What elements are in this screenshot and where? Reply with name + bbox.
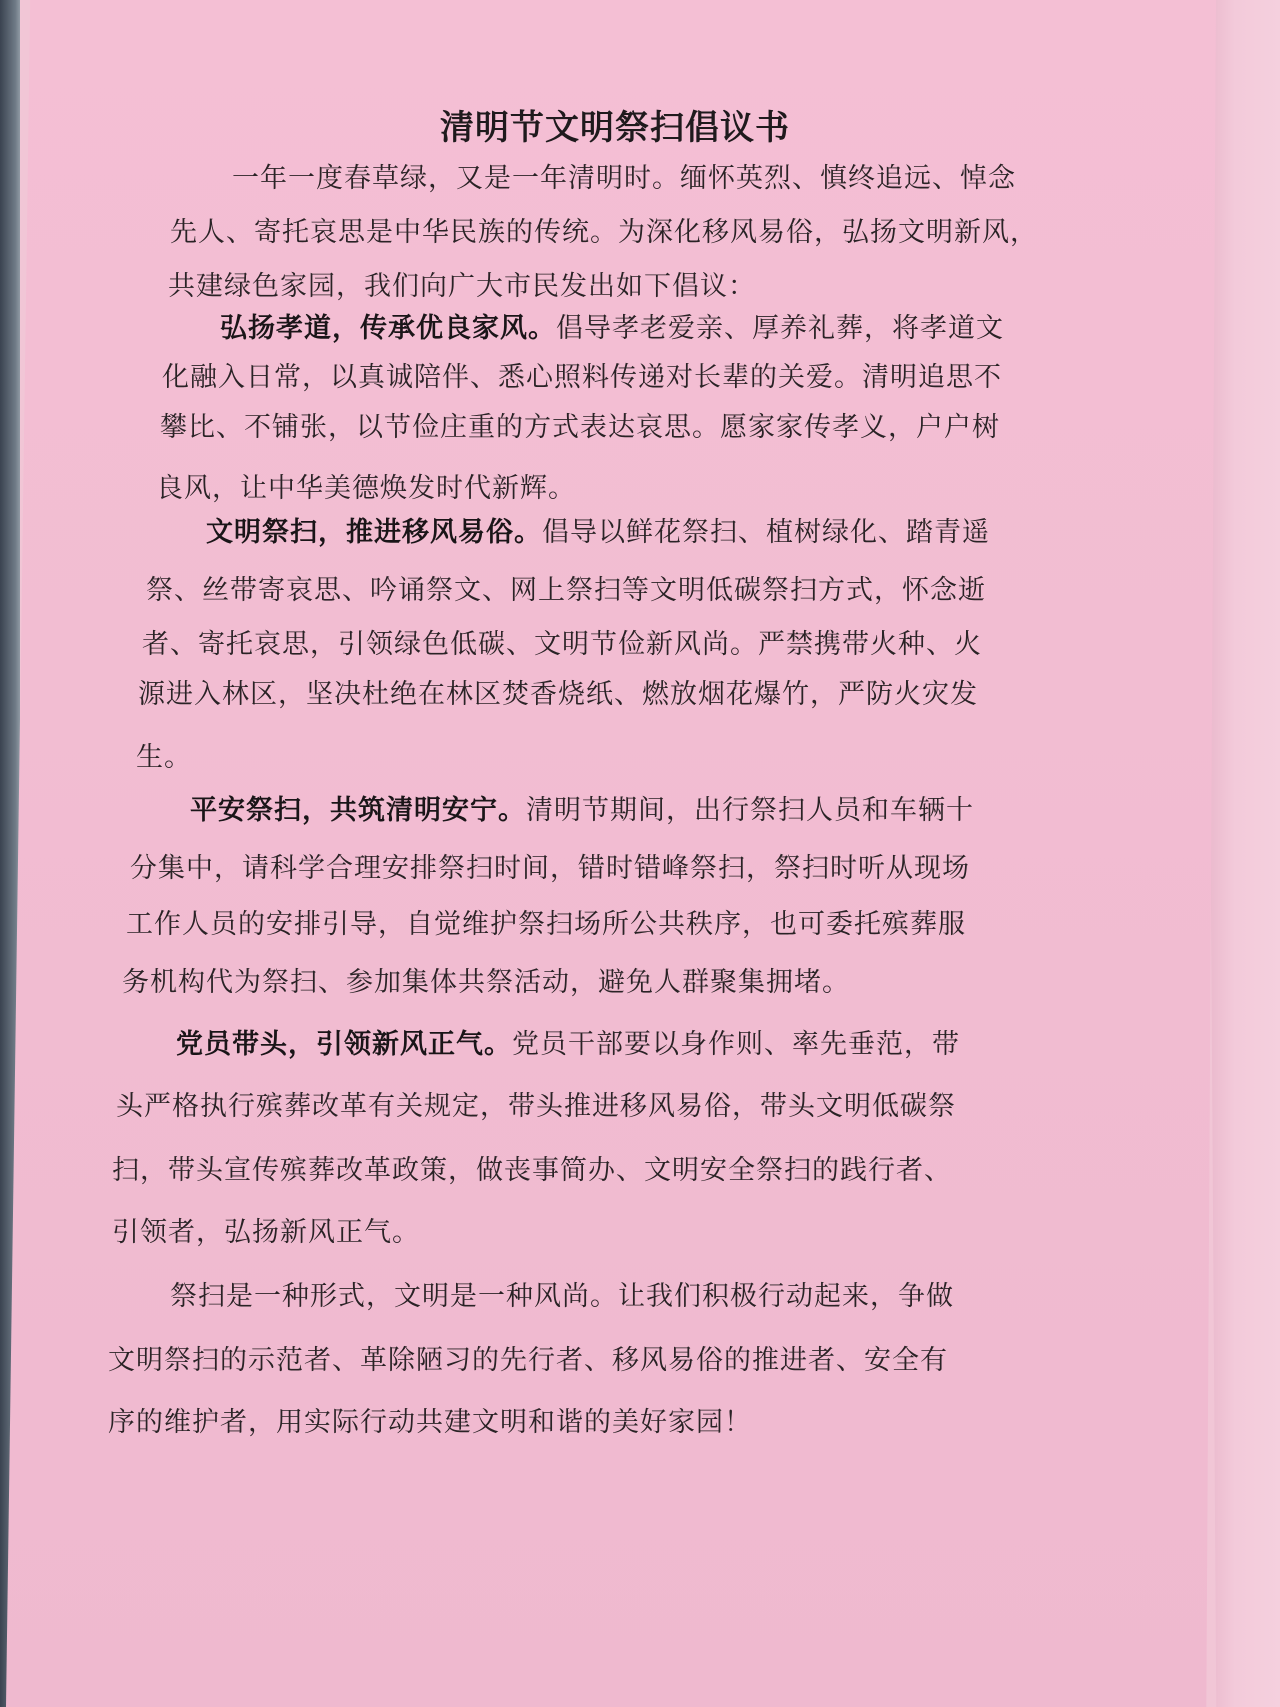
section-4-line-4: 引领者，弘扬新风正气。 xyxy=(112,1217,420,1248)
section-4-heading: 党员带头，引领新风正气。 xyxy=(176,1029,512,1060)
section-4-line-3: 扫，带头宣传殡葬改革政策，做丧事简办、文明安全祭扫的践行者、 xyxy=(112,1155,952,1186)
section-2-line-4: 源进入林区，坚决杜绝在林区焚香烧纸、燃放烟花爆竹，严防火灾发 xyxy=(138,679,978,710)
document-title: 清明节文明祭扫倡议书 xyxy=(440,108,790,148)
section-3-line-2: 分集中，请科学合理安排祭扫时间，错时错峰祭扫，祭扫时听从现场 xyxy=(130,853,970,884)
section-2-line-3: 者、寄托哀思，引领绿色低碳、文明节俭新风尚。严禁携带火种、火 xyxy=(142,629,982,660)
section-1-line-3: 攀比、不铺张，以节俭庄重的方式表达哀思。愿家家传孝义，户户树 xyxy=(160,412,1000,443)
section-1-first-line-rest: 倡导孝老爱亲、厚养礼葬，将孝道文 xyxy=(556,313,1004,344)
section-1-line-4: 良风，让中华美德焕发时代新辉。 xyxy=(156,473,576,504)
intro-line-3: 共建绿色家园，我们向广大市民发出如下倡议： xyxy=(168,271,756,302)
section-3-first-line-rest: 清明节期间，出行祭扫人员和车辆十 xyxy=(526,795,974,826)
closing-line-1: 祭扫是一种形式，文明是一种风尚。让我们积极行动起来，争做 xyxy=(170,1281,954,1312)
section-3-heading: 平安祭扫，共筑清明安宁。 xyxy=(190,795,526,826)
section-3-first-line xyxy=(190,788,974,827)
section-2-line-5: 生。 xyxy=(136,742,192,773)
section-2-first-line-rest: 倡导以鲜花祭扫、植树绿化、踏青遥 xyxy=(542,517,990,548)
intro-line-1: 一年一度春草绿，又是一年清明时。缅怀英烈、慎终追远、悼念 xyxy=(232,163,1016,194)
section-1-line-2: 化融入日常，以真诚陪伴、悉心照料传递对长辈的关爱。清明追思不 xyxy=(162,362,1002,393)
section-2-first-line xyxy=(206,510,990,549)
section-4-line-2: 头严格执行殡葬改革有关规定，带头推进移风易俗，带头文明低碳祭 xyxy=(116,1091,956,1122)
intro-line-2: 先人、寄托哀思是中华民族的传统。为深化移风易俗，弘扬文明新风， xyxy=(170,217,1038,248)
section-2-heading: 文明祭扫，推进移风易俗。 xyxy=(206,517,542,548)
section-4-first-line xyxy=(176,1022,960,1061)
section-1-first-line xyxy=(220,306,1004,345)
closing-line-3: 序的维护者，用实际行动共建文明和谐的美好家园！ xyxy=(108,1407,752,1438)
section-1-heading: 弘扬孝道，传承优良家风。 xyxy=(220,313,556,344)
section-4-first-line-rest: 党员干部要以身作则、率先垂范，带 xyxy=(512,1029,960,1060)
closing-line-2: 文明祭扫的示范者、革除陋习的先行者、移风易俗的推进者、安全有 xyxy=(108,1345,948,1376)
section-3-line-4: 务机构代为祭扫、参加集体共祭活动，避免人群聚集拥堵。 xyxy=(122,967,850,998)
section-2-line-2: 祭、丝带寄哀思、吟诵祭文、网上祭扫等文明低碳祭扫方式，怀念逝 xyxy=(146,575,986,606)
section-3-line-3: 工作人员的安排引导，自觉维护祭扫场所公共秩序，也可委托殡葬服 xyxy=(126,909,966,940)
